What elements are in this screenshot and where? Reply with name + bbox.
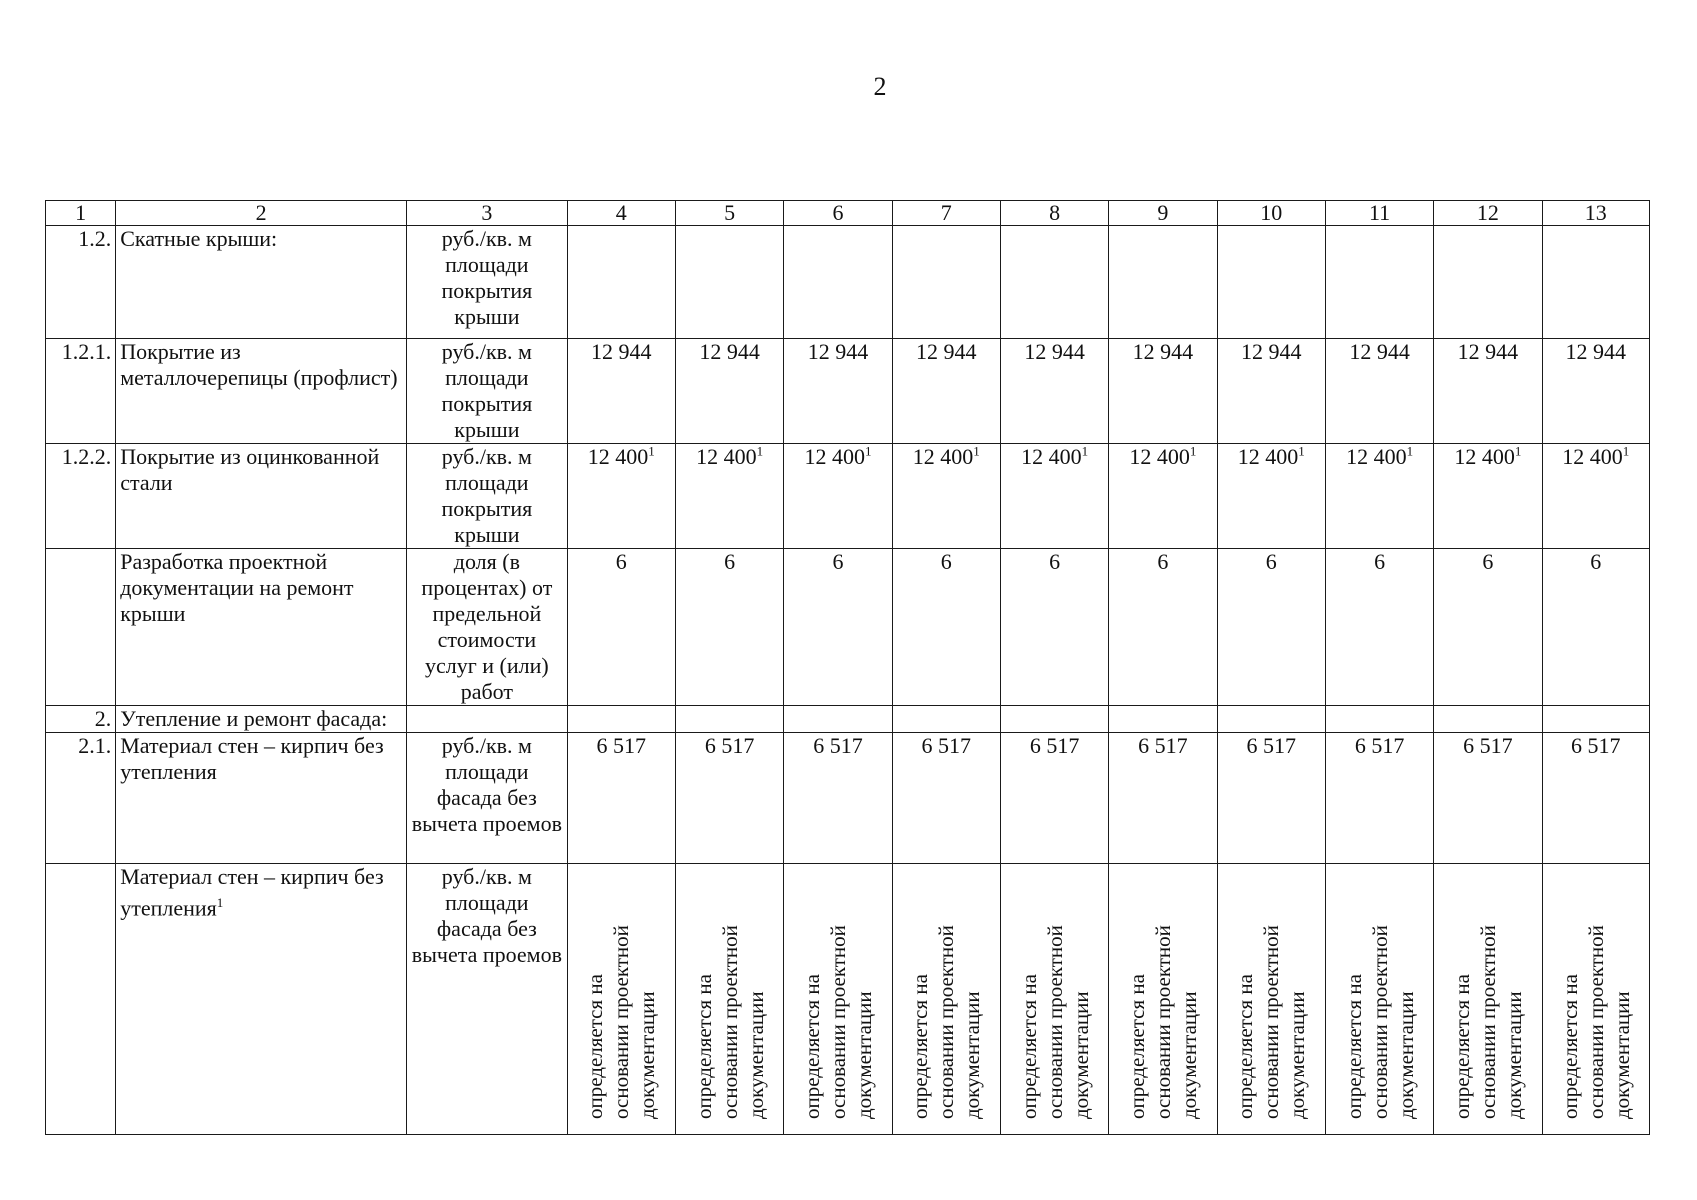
value-text: 6 517 xyxy=(1463,733,1513,758)
value-cell xyxy=(1325,549,1433,706)
value-text: 12 400 xyxy=(804,444,865,469)
value-text: 6 xyxy=(724,549,736,574)
value-text: 12 400 xyxy=(1129,444,1190,469)
value-cell xyxy=(675,226,783,339)
value-cell xyxy=(892,339,1000,444)
value-text: 12 400 xyxy=(696,444,757,469)
value-text: 6 xyxy=(940,549,952,574)
value-cell xyxy=(892,226,1000,339)
value-text: 12 944 xyxy=(1565,339,1627,364)
value-text: 12 944 xyxy=(1024,339,1085,364)
footnote-mark: 1 xyxy=(1406,443,1414,459)
value-cell xyxy=(1000,733,1108,864)
value-cell xyxy=(892,706,1000,733)
value-text: 6 xyxy=(1265,549,1277,574)
table-row xyxy=(46,549,1650,706)
footnote-mark: 1 xyxy=(1189,443,1197,459)
row-name xyxy=(116,549,407,706)
value-cell xyxy=(1542,444,1649,549)
value-text: 12 944 xyxy=(1349,339,1410,364)
row-name-text: Разработка проектной документации на ремонт крыши xyxy=(120,549,354,626)
row-number xyxy=(46,549,116,706)
row-unit: доля (в процентах) от предельной стоимости услуг и (или) работ xyxy=(407,549,568,706)
value-cell xyxy=(1434,226,1542,339)
value-cell xyxy=(675,339,783,444)
row-number: 2.1. xyxy=(46,733,116,864)
row-number: 1.2.1. xyxy=(46,339,116,444)
row-name xyxy=(116,733,407,864)
value-cell xyxy=(784,339,892,444)
value-text: 6 xyxy=(615,549,627,574)
footnote-mark: 1 xyxy=(864,443,872,459)
value-cell xyxy=(784,706,892,733)
table-row xyxy=(46,706,1650,733)
value-text: 6 517 xyxy=(704,733,755,758)
value-cell xyxy=(1542,706,1649,733)
header-cell: 13 xyxy=(1542,201,1649,226)
value-cell xyxy=(1109,549,1217,706)
value-cell xyxy=(1109,444,1217,549)
row-unit xyxy=(407,706,568,733)
value-cell xyxy=(675,864,783,1135)
value-cell xyxy=(784,733,892,864)
rotated-value-text: определяется на основании проектной документации xyxy=(1449,925,1526,1119)
row-unit: руб./кв. м площади покрытия крыши xyxy=(407,339,568,444)
rotated-value-text: определяется на основании проектной документации xyxy=(1557,925,1634,1119)
value-text: 6 517 xyxy=(813,733,863,758)
value-cell xyxy=(1542,549,1649,706)
value-cell xyxy=(1217,864,1325,1135)
value-text: 6 517 xyxy=(1138,733,1188,758)
header-cell: 6 xyxy=(784,201,892,226)
header-cell: 3 xyxy=(407,201,568,226)
value-text: 12 400 xyxy=(587,444,649,469)
value-cell xyxy=(784,549,892,706)
table-row xyxy=(46,733,1650,864)
value-text: 12 944 xyxy=(916,339,977,364)
row-name-text: Утепление и ремонт фасада: xyxy=(120,706,388,731)
value-cell xyxy=(675,706,783,733)
value-cell xyxy=(1542,864,1649,1135)
value-text: 6 517 xyxy=(1246,733,1296,758)
footnote-mark: 1 xyxy=(216,895,224,910)
value-cell xyxy=(892,549,1000,706)
value-cell xyxy=(1000,864,1108,1135)
value-text: 6 xyxy=(1049,549,1061,574)
page-number: 2 xyxy=(873,72,887,101)
footnote-mark: 1 xyxy=(973,443,980,459)
value-text: 6 xyxy=(1157,549,1169,574)
row-name-text: Материал стен – кирпич без утепления xyxy=(120,733,384,784)
value-cell xyxy=(1000,339,1108,444)
value-cell xyxy=(567,549,675,706)
footnote-mark: 1 xyxy=(1081,443,1089,459)
value-cell xyxy=(1434,549,1542,706)
value-cell xyxy=(675,549,783,706)
value-cell xyxy=(567,339,675,444)
header-cell: 11 xyxy=(1325,201,1433,226)
header-cell: 2 xyxy=(116,201,407,226)
value-cell xyxy=(567,706,675,733)
row-number xyxy=(46,864,116,1135)
value-cell xyxy=(784,444,892,549)
value-cell xyxy=(892,444,1000,549)
table-row xyxy=(46,226,1650,339)
row-number: 1.2. xyxy=(46,226,116,339)
header-cell: 9 xyxy=(1109,201,1217,226)
rates-table xyxy=(45,200,1650,1135)
value-cell xyxy=(1325,226,1433,339)
value-cell xyxy=(1109,706,1217,733)
value-cell xyxy=(1325,444,1433,549)
value-cell xyxy=(784,864,892,1135)
value-cell xyxy=(567,733,675,864)
table-row xyxy=(46,339,1650,444)
row-unit: руб./кв. м площади фасада без вычета проемов xyxy=(407,733,568,864)
row-number: 2. xyxy=(46,706,116,733)
row-name xyxy=(116,706,407,733)
value-cell xyxy=(1542,733,1649,864)
value-cell xyxy=(1000,226,1108,339)
row-name-text: Материал стен – кирпич без утепления xyxy=(120,864,384,921)
value-cell xyxy=(1542,339,1649,444)
value-cell xyxy=(1325,864,1433,1135)
rotated-value-text: определяется на основании проектной документации xyxy=(1233,925,1310,1119)
table-row xyxy=(46,444,1650,549)
value-text: 12 400 xyxy=(1454,444,1515,469)
header-cell: 7 xyxy=(892,201,1000,226)
row-number: 1.2.2. xyxy=(46,444,116,549)
value-cell xyxy=(892,733,1000,864)
value-text: 6 517 xyxy=(1354,733,1405,758)
value-cell xyxy=(1109,339,1217,444)
value-text: 12 944 xyxy=(1241,339,1302,364)
value-text: 12 400 xyxy=(1237,444,1299,469)
value-cell xyxy=(567,864,675,1135)
value-text: 6 517 xyxy=(596,733,647,758)
row-name-text: Покрытие из оцинкованной стали xyxy=(120,444,380,495)
value-cell xyxy=(1000,706,1108,733)
value-cell xyxy=(1000,549,1108,706)
table-row xyxy=(46,864,1650,1135)
row-name xyxy=(116,864,407,1135)
row-name xyxy=(116,339,407,444)
value-cell xyxy=(1325,733,1433,864)
value-text: 6 517 xyxy=(921,733,972,758)
value-cell xyxy=(1434,733,1542,864)
value-text: 12 944 xyxy=(591,339,652,364)
rotated-value-text: определяется на основании проектной документации xyxy=(908,925,985,1119)
row-unit: руб./кв. м площади покрытия крыши xyxy=(407,444,568,549)
value-cell xyxy=(567,226,675,339)
value-text: 12 944 xyxy=(1457,339,1519,364)
value-cell xyxy=(567,444,675,549)
value-text: 6 xyxy=(1590,549,1602,574)
header-cell: 10 xyxy=(1217,201,1325,226)
value-cell xyxy=(1000,444,1108,549)
value-cell xyxy=(1217,339,1325,444)
value-cell xyxy=(892,864,1000,1135)
row-name xyxy=(116,226,407,339)
value-cell xyxy=(1109,864,1217,1135)
footnote-mark: 1 xyxy=(1622,443,1630,459)
value-text: 6 517 xyxy=(1571,733,1621,758)
header-cell: 5 xyxy=(675,201,783,226)
table-header-row xyxy=(46,201,1650,226)
value-cell xyxy=(1434,864,1542,1135)
value-text: 12 400 xyxy=(1021,444,1082,469)
footnote-mark: 1 xyxy=(1298,443,1305,459)
footnote-mark: 1 xyxy=(648,443,655,459)
value-cell xyxy=(784,226,892,339)
value-cell xyxy=(1217,549,1325,706)
value-cell xyxy=(1217,226,1325,339)
value-text: 6 xyxy=(1374,549,1386,574)
header-cell: 8 xyxy=(1000,201,1108,226)
value-text: 12 400 xyxy=(1562,444,1623,469)
value-cell xyxy=(675,733,783,864)
header-cell: 1 xyxy=(46,201,116,226)
header-cell: 12 xyxy=(1434,201,1542,226)
value-text: 6 517 xyxy=(1029,733,1080,758)
rotated-value-text: определяется на основании проектной документации xyxy=(1341,925,1418,1119)
value-cell xyxy=(1217,733,1325,864)
rotated-value-text: определяется на основании проектной документации xyxy=(1124,925,1201,1119)
value-cell xyxy=(1109,226,1217,339)
value-cell xyxy=(1325,339,1433,444)
row-name-text: Покрытие из металлочерепицы (профлист) xyxy=(120,339,398,390)
value-cell xyxy=(1217,706,1325,733)
value-text: 12 400 xyxy=(1346,444,1407,469)
row-name-text: Скатные крыши: xyxy=(120,226,278,251)
header-cell: 4 xyxy=(567,201,675,226)
value-cell xyxy=(1325,706,1433,733)
footnote-mark: 1 xyxy=(1514,443,1522,459)
value-cell xyxy=(1542,226,1649,339)
value-text: 12 944 xyxy=(699,339,760,364)
value-cell xyxy=(1434,339,1542,444)
row-unit: руб./кв. м площади покрытия крыши xyxy=(407,226,568,339)
value-text: 12 400 xyxy=(912,444,974,469)
value-cell xyxy=(1109,733,1217,864)
value-cell xyxy=(1217,444,1325,549)
value-cell xyxy=(1434,444,1542,549)
rotated-value-text: определяется на основании проектной документации xyxy=(799,925,876,1119)
rotated-value-text: определяется на основании проектной документации xyxy=(583,925,660,1119)
rotated-value-text: определяется на основании проектной документации xyxy=(691,925,768,1119)
row-unit: руб./кв. м площади фасада без вычета проемов xyxy=(407,864,568,1135)
row-name xyxy=(116,444,407,549)
value-text: 6 xyxy=(832,549,844,574)
value-cell xyxy=(675,444,783,549)
value-text: 12 944 xyxy=(1132,339,1194,364)
value-cell xyxy=(1434,706,1542,733)
value-text: 12 944 xyxy=(807,339,869,364)
rotated-value-text: определяется на основании проектной документации xyxy=(1016,925,1093,1119)
value-text: 6 xyxy=(1482,549,1494,574)
footnote-mark: 1 xyxy=(756,443,764,459)
